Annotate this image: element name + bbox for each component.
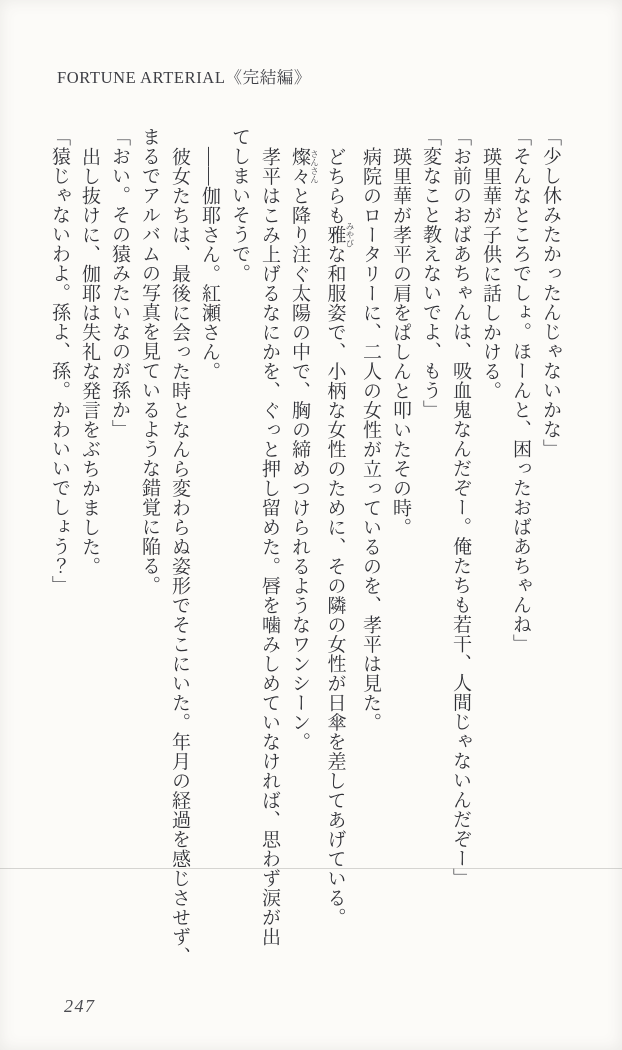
text-line: 「猿じゃないわよ。孫よ、孫。かわいいでしょう？」 bbox=[49, 127, 70, 595]
body-text bbox=[44, 127, 565, 966]
text-line: 病院のロータリーに、二人の女性が立っているのを、孝平は見た。 bbox=[360, 146, 381, 732]
text-line: 「少し休みたかったんじゃないかな」 bbox=[540, 127, 561, 459]
text-line: どちらも雅 みやびな和服姿で、小柄な女性のために、その隣の女性が日傘を差してあげている。 bbox=[324, 146, 355, 927]
text-line: 「変なこと教えないでよ、もう」 bbox=[420, 127, 441, 420]
text-line: 燦々 さんさんと降り注ぐ太陽の中で、胸の締めつけられるようなワンシーン。 bbox=[289, 146, 320, 751]
text-line: 「おい。その猿みたいなのが孫か」 bbox=[109, 127, 130, 439]
text-line: 孝平はこみ上げるなにかを、ぐっと押し留めた。唇を噛みしめていなければ、思わず涙が出 bbox=[259, 146, 280, 946]
text-line: ——伽耶さん。紅瀬さん。 bbox=[199, 146, 220, 381]
text-line: 瑛里華が子供に話しかける。 bbox=[480, 146, 501, 400]
ruby-annotated-word: 燦々 さんさん bbox=[289, 146, 320, 186]
text-line: まるでアルバムの写真を見ているような錯覚に陥る。 bbox=[139, 127, 160, 595]
text-line: 「お前のおばあちゃんは、吸血鬼なんだぞー。俺たちも若干、人間じゃないんだぞー」 bbox=[450, 127, 471, 888]
page-number: 247 bbox=[64, 996, 96, 1016]
ruby-annotated-word: 雅 みやび bbox=[324, 221, 355, 247]
text-line: 出し抜けに、伽耶は失礼な発言をぶちかました。 bbox=[79, 146, 100, 576]
text-line: 彼女たちは、最後に会った時となんら変わらぬ姿形でそこにいた。年月の経過を感じさせず、 bbox=[169, 146, 190, 966]
text-line: 「そんなところでしょ。ほーんと、困ったおばあちゃんね」 bbox=[510, 127, 531, 654]
running-header-title: FORTUNE ARTERIAL《完結編》 bbox=[57, 68, 311, 87]
text-line: 瑛里華が孝平の肩をぱしんと叩いたその時。 bbox=[390, 146, 411, 537]
text-line: てしまいそうで。 bbox=[229, 127, 250, 283]
